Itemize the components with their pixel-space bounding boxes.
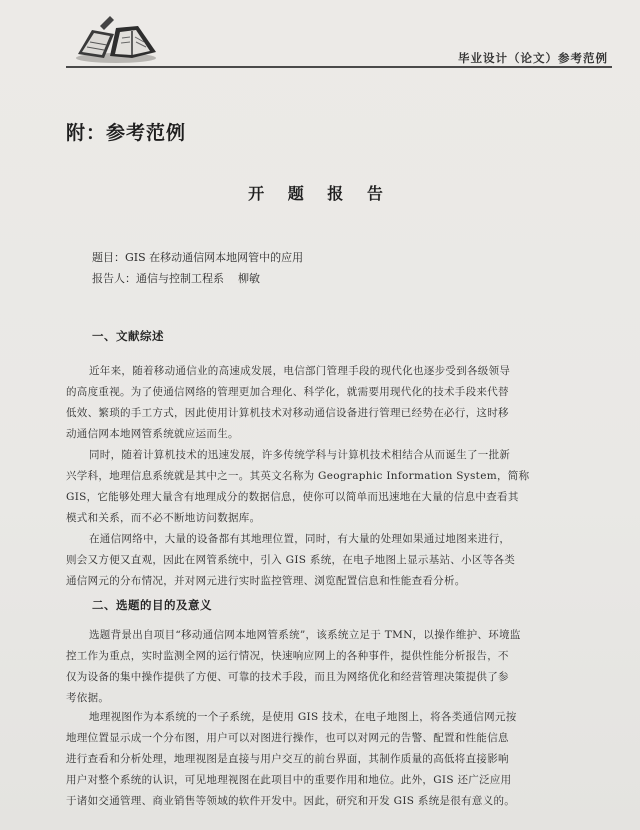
paragraph-line: 动通信网本地网管系统就应运而生。 [66, 428, 239, 440]
topic-label: 题目： [92, 251, 125, 264]
paragraph-line: 进行查看和分析处理，地理视图是直接与用户交互的前台界面，其制作质量的高低将直接影响 [66, 753, 509, 765]
paragraph-line: 低效、繁琐的手工方式，因此使用计算机技术对移动通信设备进行管理已经势在必行，这时移 [66, 407, 509, 419]
paragraph-line: 于诸如交通管理、商业销售等领域的软件开发中。因此，研究和开发 GIS 系统是很有意义的。 [66, 795, 516, 807]
paragraph-line: 模式和关系，而不必不断地访问数据库。 [66, 512, 261, 524]
topic-line [92, 247, 303, 268]
paragraph-line: 则会又方便又直观，因此在网管系统中，引入 GIS 系统，在电子地图上显示基站、小区等各类 [66, 554, 516, 566]
paragraph-line: 考依据。 [66, 692, 110, 704]
paragraph-line: 兴学科，地理信息系统就是其中之一。其英文名称为 Geographic Information System，简称 [66, 470, 530, 482]
paragraph-line: 地理位置显示成一个分布图，用户可以对图进行操作，也可以对网元的告警、配置和性能信息 [66, 732, 509, 744]
header-title: 毕业设计（论文）参考范例 [458, 51, 608, 65]
paragraph [66, 625, 608, 709]
reporter-label: 报告人： [92, 272, 136, 285]
paragraph-line: 地理视图作为本系统的一个子系统，是使用 GIS 技术，在电子地图上，将各类通信网元按 [89, 711, 517, 723]
section-heading-purpose-significance: 二、选题的目的及意义 [92, 598, 212, 612]
paragraph [66, 529, 608, 592]
paragraph-line: 在通信网络中，大量的设备都有其地理位置，同时，有大量的处理如果通过地图来进行， [89, 533, 511, 545]
paragraph-line: 同时，随着计算机技术的迅速发展，许多传统学科与计算机技术相结合从而诞生了一批新 [89, 449, 511, 461]
reporter-name: 柳敏 [238, 272, 260, 285]
paragraph-line: 用户对整个系统的认识，可见地理视图在此项目中的重要作用和地位。此外，GIS 还广泛应用 [66, 774, 512, 786]
paragraph-line: 近年来，随着移动通信业的高速成发展，电信部门管理手段的现代化也逐步受到各级领导 [89, 365, 511, 377]
section-heading-literature-review: 一、文献综述 [92, 329, 164, 343]
paragraph-line: 选题背景出自项目“移动通信网本地网管系统”，该系统立足于 TMN，以操作维护、环境监 [89, 629, 521, 641]
reporter-line [92, 268, 303, 289]
topic-text: GIS 在移动通信网本地网管中的应用 [125, 251, 304, 264]
paragraph-line: 的高度重视。为了使通信网络的管理更加合理化、科学化，就需要用现代化的技术手段来代替 [66, 386, 509, 398]
paragraph [66, 445, 608, 529]
report-title: 开 题 报 告 [248, 184, 392, 203]
paragraph-line: GIS，它能够处理大量含有地理成分的数据信息，使你可以简单而迅速地在大量的信息中查看其 [66, 491, 519, 503]
paragraph-line: 仅为设备的集中操作提供了方便、可靠的技术手段，而且为网络优化和经营管理决策提供了参 [66, 671, 509, 683]
paragraph-line: 通信网元的分布情况，并对网元进行实时监控管理、浏览配置信息和性能查看分析。 [66, 575, 466, 587]
paragraph-line: 控工作为重点，实时监测全网的运行情况，快速响应网上的各种事件，提供性能分析报告，不 [66, 650, 509, 662]
appendix-title: 附：参考范例 [66, 122, 187, 144]
paragraph [66, 361, 608, 445]
department-text: 通信与控制工程系 [136, 272, 224, 285]
books-logo-icon [70, 14, 162, 64]
report-meta [92, 247, 303, 289]
paragraph [66, 707, 608, 812]
header-divider [66, 66, 612, 68]
